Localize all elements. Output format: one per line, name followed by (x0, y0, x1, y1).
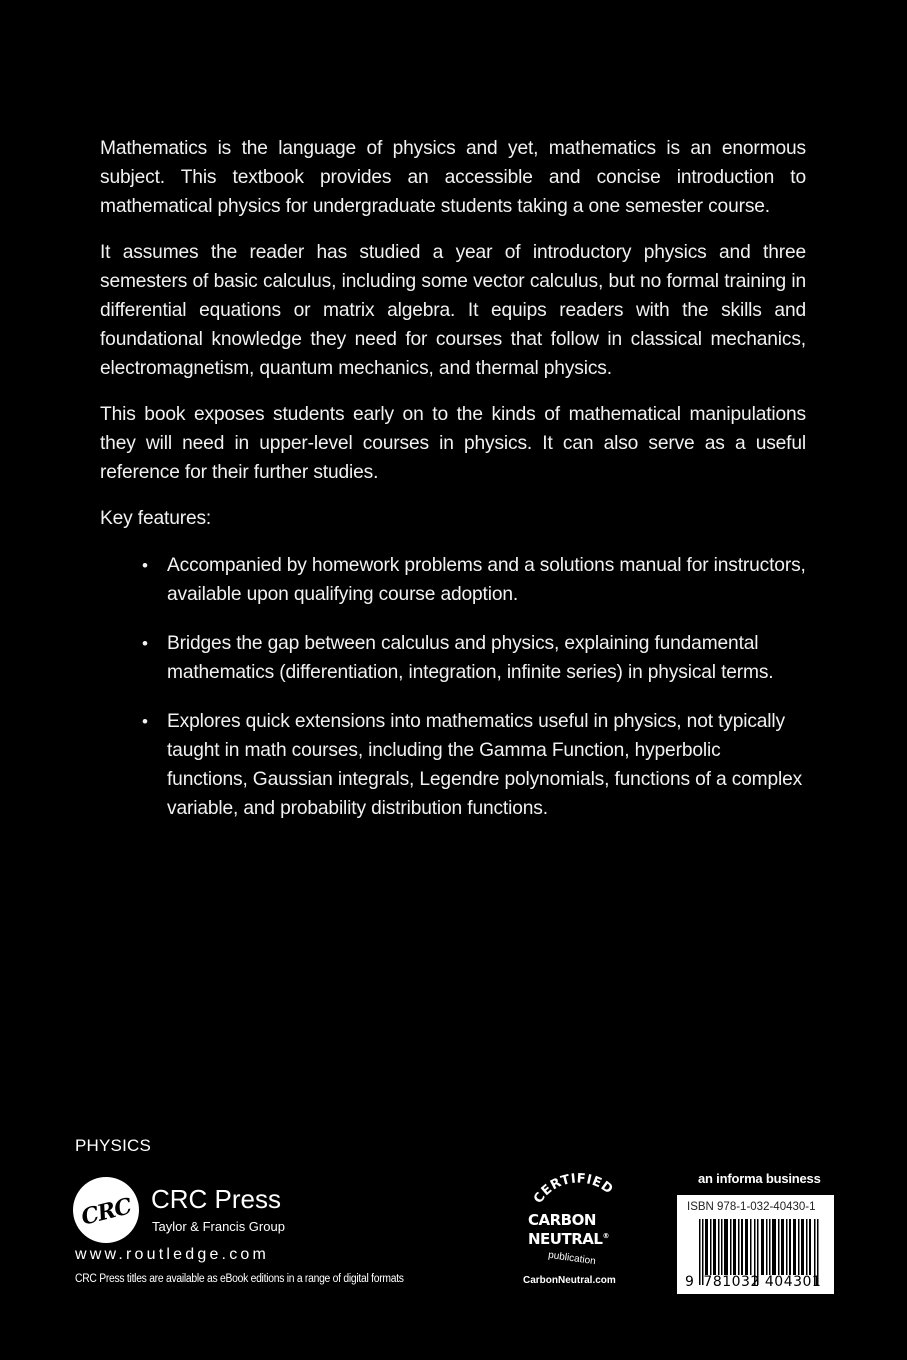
back-cover-blurb (100, 134, 806, 843)
key-feature-item (100, 551, 806, 609)
blurb-paragraph-1: Mathematics is the language of physics and yet, mathematics is an enormous subject. This textbook provides an accessible and concise introduction to mathematical physics for undergraduate students taking a one semester course. (100, 138, 806, 217)
certified-text: CERTIFIED (531, 1172, 616, 1207)
carbon-neutral-wordmark (528, 1212, 609, 1247)
bullet-icon: • (142, 634, 148, 653)
blurb-paragraph-3: This book exposes students early on to the kinds of mathematical manipulations they will need in upper-level courses in physics. It can also serve as a useful reference for their further studies. (100, 404, 806, 483)
isbn-barcode (677, 1195, 834, 1294)
carbon-neutral-logo-icon (520, 1172, 640, 1292)
publisher-name: CRC Press (151, 1184, 282, 1214)
publisher-url[interactable]: www.routledge.com (75, 1246, 270, 1263)
key-feature-text: Accompanied by homework problems and a solutions manual for instructors, available upon qualifying course adoption. (167, 555, 806, 605)
barcode-digits-left: 781032 (703, 1274, 760, 1290)
isbn-label: ISBN 978-1-032-40430-1 (687, 1201, 816, 1213)
barcode-digits (685, 1274, 821, 1290)
ebook-note: CRC Press titles are available as eBook editions in a range of digital formats (75, 1273, 404, 1285)
publication-text: publication (547, 1249, 597, 1268)
barcode-digits-right: 404301 (764, 1274, 822, 1290)
key-features-list (100, 551, 806, 823)
neutral-text: NEUTRAL (528, 1230, 603, 1248)
informa-tagline: an informa business (698, 1171, 821, 1186)
key-feature-item (100, 629, 806, 687)
crc-logo-icon (73, 1177, 139, 1243)
publisher-group: Taylor & Francis Group (152, 1219, 285, 1234)
bullet-icon: • (142, 712, 148, 731)
key-feature-item (100, 707, 806, 823)
bullet-icon: • (142, 556, 148, 575)
barcode-digit-first: 9 (685, 1274, 695, 1290)
blurb-paragraph-2: It assumes the reader has studied a year of introductory physics and three semesters of basic calculus, including some vector calculus, but no formal training in differential equations or matrix algebra. It equips readers with the skills and foundational knowledge they need for courses that follow in classical mechanics, electromagnetism, quantum mechanics, and thermal physics. (100, 242, 806, 379)
carbon-text: CARBON (528, 1211, 596, 1229)
crc-logo-text: CRC (78, 1193, 134, 1231)
key-feature-text: Bridges the gap between calculus and physics, explaining fundamental mathematics (differentiation, integration, infinite series) in physical terms. (167, 633, 774, 683)
key-features-heading: Key features: (100, 508, 212, 529)
carbon-neutral-url[interactable]: CarbonNeutral.com (523, 1275, 616, 1286)
subject-category: PHYSICS (75, 1136, 152, 1155)
svg-text:CERTIFIED (531, 1172, 616, 1206)
key-feature-text: Explores quick extensions into mathematics useful in physics, not typically taught in math courses, including the Gamma Function, hyperbolic functions, Gaussian integrals, Legendre polynomials, functions of a complex variable, and probability distribution functions. (167, 711, 803, 819)
registered-mark: ® (602, 1232, 609, 1240)
